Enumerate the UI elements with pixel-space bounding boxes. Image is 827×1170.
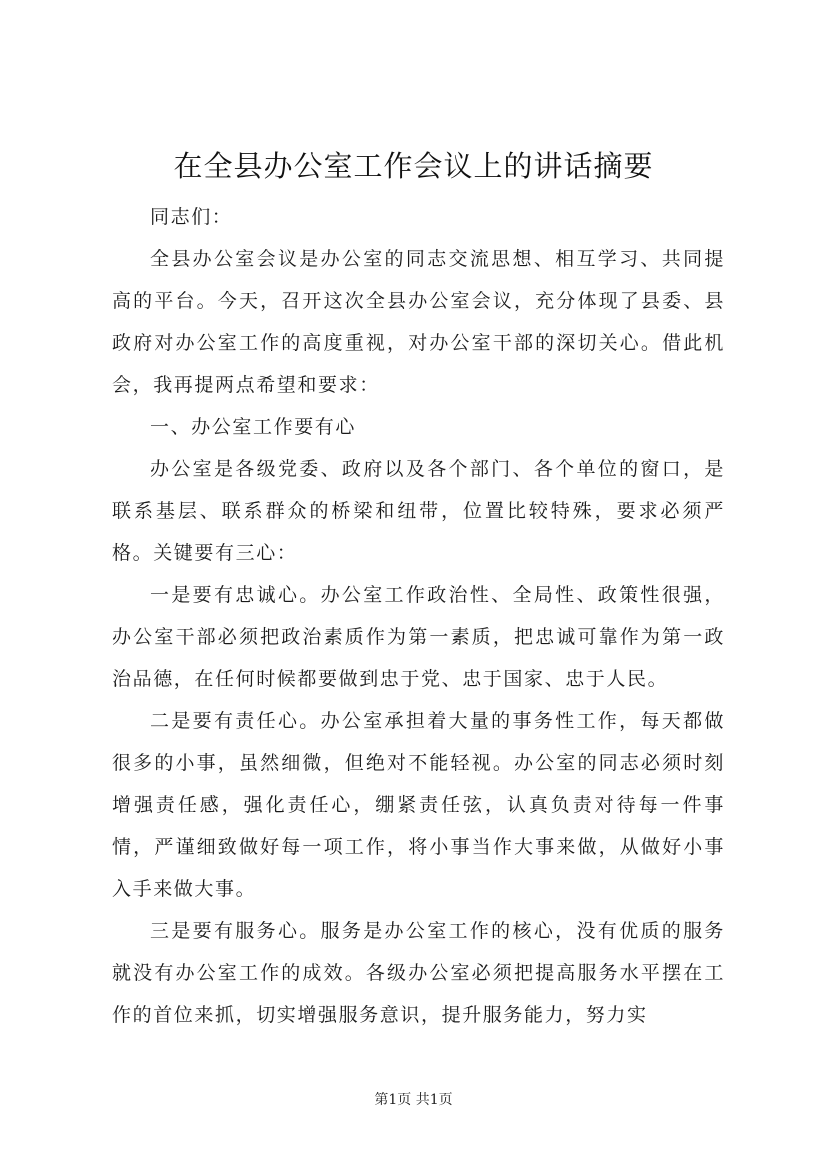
salutation-paragraph: 同志们： — [150, 206, 233, 228]
responsibility-paragraph: 二是要有责任心。办公室承担着大量的事务性工作，每天都做很多的小事，虽然细微，但绝对不能轻视。办公室的同志必须时刻增强责任感，强化责任心，绷紧责任弦，认真负责对待每一件事情，严谨细致做好每一项工作，将小事当作大事来做，从做好小事入手来做大事。 — [112, 710, 725, 900]
loyalty-paragraph: 一是要有忠诚心。办公室工作政治性、全局性、政策性很强，办公室干部必须把政治素质作为第一素质，把忠诚可靠作为第一政治品德，在任何时候都要做到忠于党、忠于国家、忠于人民。 — [112, 584, 725, 690]
page-footer: 第1页 共1页 — [374, 1092, 453, 1108]
section-heading: 一、办公室工作要有心 — [150, 416, 357, 438]
intro-paragraph: 全县办公室会议是办公室的同志交流思想、相互学习、共同提高的平台。今天，召开这次全县办公室会议，充分体现了县委、县政府对办公室工作的高度重视，对办公室干部的深切关心。借此机会，我再提两点希望和要求： — [112, 248, 725, 396]
document-title: 在全县办公室工作会议上的讲话摘要 — [173, 149, 654, 183]
service-paragraph: 三是要有服务心。服务是办公室工作的核心，没有优质的服务就没有办公室工作的成效。各级办公室必须把提高服务水平摆在工作的首位来抓，切实增强服务意识，提升服务能力，努力实 — [112, 920, 725, 1026]
document-body — [112, 196, 725, 1036]
section-intro-paragraph: 办公室是各级党委、政府以及各个部门、各个单位的窗口，是联系基层、联系群众的桥梁和纽带，位置比较特殊，要求必须严格。关键要有三心： — [112, 458, 725, 564]
